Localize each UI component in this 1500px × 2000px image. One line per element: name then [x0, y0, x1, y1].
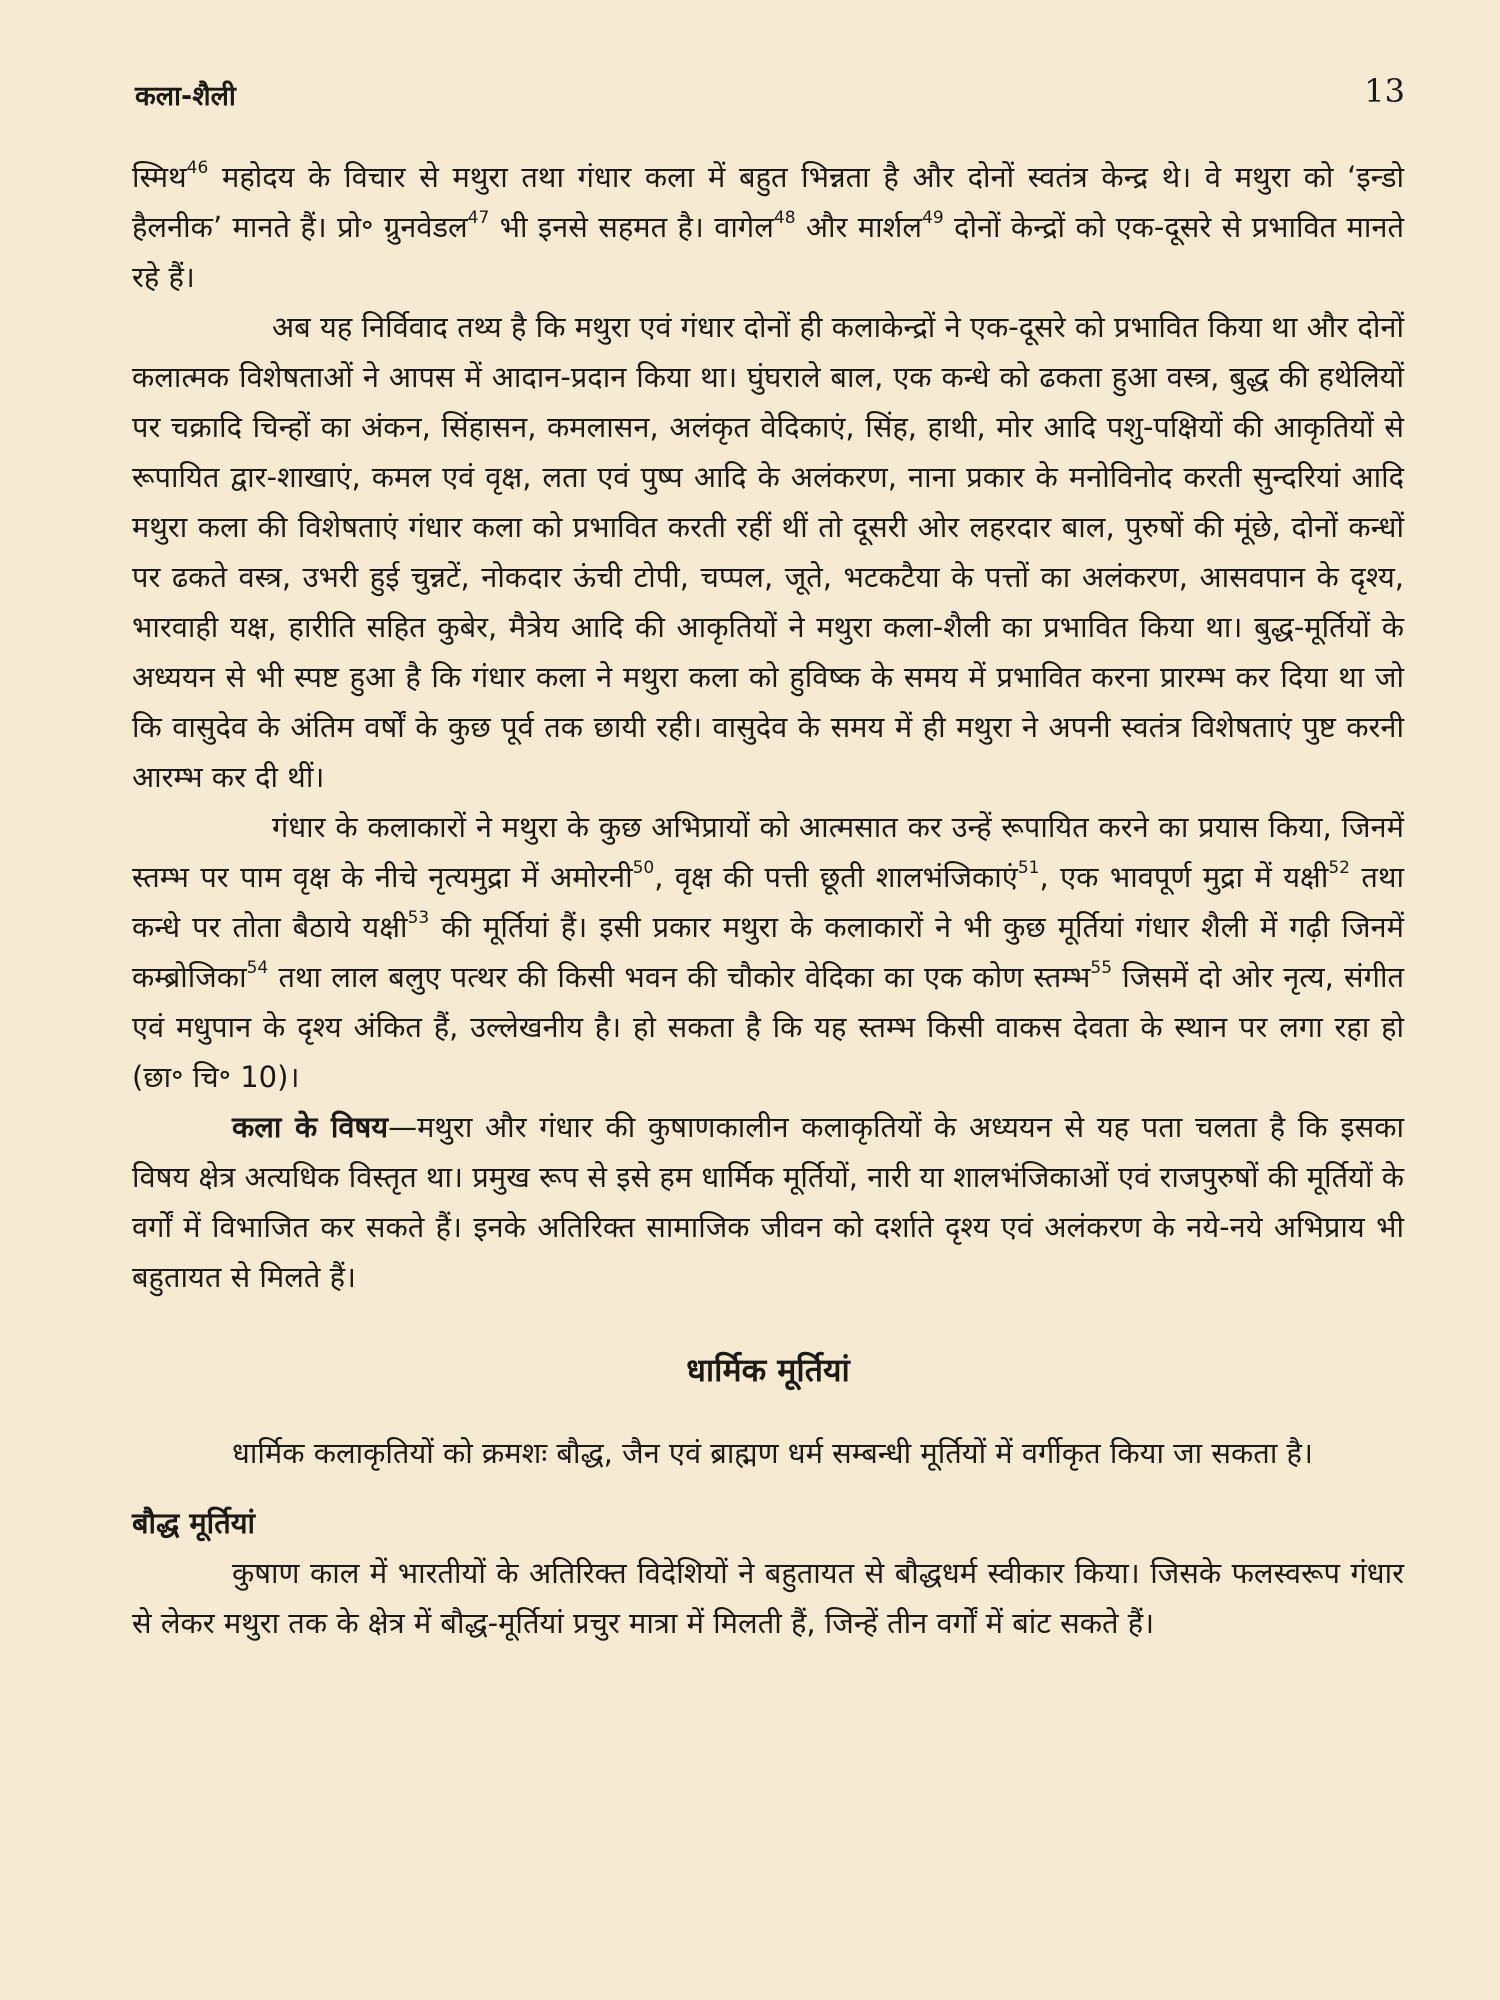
text-run: गंधार के कलाकारों ने मथुरा के कुछ अभिप्रायों को आत्मसात कर उन्हें रूपायित करने का प्रयास किया, जिनमें स्तम्भ पर पाम वृक्ष के नीचे नृत्यमुद्रा में अमोरनी	[132, 810, 1404, 894]
text-run: और मार्शल	[795, 210, 923, 244]
text-run: की मूर्तियां हैं। इसी प्रकार मथुरा के कलाकारों ने भी कुछ मूर्तियां गंधार शैली में गढ़ी जिनमें कम्ब्रोजिका	[132, 910, 1404, 994]
footnote-ref: 53	[407, 908, 430, 929]
running-head	[135, 72, 1405, 116]
paragraph-gandhara-artists	[132, 802, 1404, 1102]
footnote-ref: 46	[186, 158, 209, 179]
footnote-ref: 51	[1017, 858, 1040, 879]
running-title: कला-शैली	[135, 81, 236, 112]
text-run: तथा लाल बलुए पत्थर की किसी भवन की चौकोर वेदिका का एक कोण स्तम्भ	[268, 960, 1091, 994]
text-run: महोदय के विचार से मथुरा तथा गंधार कला में बहुत भिन्नता है और दोनों स्वतंत्र केन्द्र थे। वे मथुरा को ‘इन्डो हैलनीक’ मानते हैं। प्रो॰ ग्रुनवेडल	[132, 160, 1404, 244]
paragraph-classification: धार्मिक कलाकृतियों को क्रमशः बौद्ध, जैन एवं ब्राह्मण धर्म सम्बन्धी मूर्तियों में वर्गीकृत किया जा सकता है।	[232, 1436, 1313, 1470]
paragraph-mutual-influence: अब यह निर्विवाद तथ्य है कि मथुरा एवं गंधार दोनों ही कलाकेन्द्रों ने एक-दूसरे को प्रभावित किया था और दोनों कलात्मक विशेषताओं ने आपस में आदान-प्रदान किया था। घुंघराले बाल, एक कन्धे को ढकता हुआ वस्त्र, बुद्ध की हथेलियों पर चक्रादि चिन्हों का अंकन, सिंहासन, कमलासन, अलंकृत वेदिकाएं, सिंह, हाथी, मोर आदि पशु-पक्षियों की आकृतियों से रूपायित द्वार-शाखाएं, कमल एवं वृक्ष, लता एवं पुष्प आदि के अलंकरण, नाना प्रकार के मनोविनोद करती सुन्दरियां आदि मथुरा कला की विशेषताएं गंधार कला को प्रभावित करती रहीं थीं तो दूसरी ओर लहरदार बाल, पुरुषों की मूंछे, दोनों कन्धों पर ढकते वस्त्र, उभरी हुई चुन्नटें, नोकदार ऊंची टोपी, चप्पल, जूते, भटकटैया के पत्तों का अलंकरण, आसवपान के दृश्य, भारवाही यक्ष, हारीति सहित कुबेर, मैत्रेय आदि की आकृतियों ने मथुरा कला-शैली का प्रभावित किया था। बुद्ध-मूर्तियों के अध्ययन से भी स्पष्ट हुआ है कि गंधार कला ने मथुरा कला को हुविष्क के समय में प्रभावित करना प्रारम्भ कर दिया था जो कि वासुदेव के अंतिम वर्षों के कुछ पूर्व तक छायी रही। वासुदेव के समय में ही मथुरा ने अपनी स्वतंत्र विशेषताएं पुष्ट करनी आरम्भ कर दी थीं।	[132, 310, 1404, 794]
footnote-ref: 47	[467, 208, 490, 229]
paragraph-art-subjects	[132, 1102, 1404, 1302]
section-heading-religious-sculptures: धार्मिक मूर्तियां	[686, 1351, 850, 1389]
text-run: —मथुरा और गंधार की कुषाणकालीन कलाकृतियों के अध्ययन से यह पता चलता है कि इसका विषय क्षेत्र अत्यधिक विस्तृत था। प्रमुख रूप से इसे हम धार्मिक मूर्तियों, नारी या शालभंजिकाओं एवं राजपुरुषों की मूर्तियों के वर्गों में विभाजित कर सकते हैं। इनके अतिरिक्त सामाजिक जीवन को दर्शाते दृश्य एवं अलंकरण के नये-नये अभिप्राय भी बहुतायत से मिलते हैं।	[132, 1110, 1404, 1294]
text-run: , एक भावपूर्ण मुद्रा में यक्षी	[1039, 860, 1329, 894]
footnote-ref: 48	[773, 208, 796, 229]
subheading-buddhist-sculptures: बौद्ध मूर्तियां	[132, 1506, 256, 1540]
paragraph-smith	[132, 152, 1404, 302]
footnote-ref: 49	[922, 208, 944, 229]
text-run: तथा कन्धे पर तोता बैठाये यक्षी	[132, 860, 1404, 944]
run-in-heading: कला के विषय	[232, 1110, 389, 1144]
text-run: जिसमें दो ओर नृत्य, संगीत एवं मधुपान के दृश्य अंकित हैं, उल्लेखनीय है। हो सकता है कि यह स्तम्भ किसी वाकस देवता के स्थान पर लगा रहा हो (छा॰ चि॰ 10)।	[132, 960, 1405, 1094]
page-number: 13	[1364, 72, 1405, 110]
footnote-ref: 50	[632, 858, 655, 879]
text-run: , वृक्ष की पत्ती छूती शालभंजिकाएं	[654, 860, 1018, 894]
text-run: स्मिथ	[132, 160, 187, 194]
text-run: भी इनसे सहमत है। वागेल	[489, 210, 774, 244]
text-run: दोनों केन्द्रों को एक-दूसरे से प्रभावित मानते रहे हैं।	[132, 210, 1404, 294]
footnote-ref: 54	[246, 958, 269, 979]
body-text	[132, 152, 1404, 1648]
footnote-ref: 55	[1090, 958, 1113, 979]
paragraph-kushana-buddhism: कुषाण काल में भारतीयों के अतिरिक्त विदेशियों ने बहुतायत से बौद्धधर्म स्वीकार किया। जिसके फलस्वरूप गंधार से लेकर मथुरा तक के क्षेत्र में बौद्ध-मूर्तियां प्रचुर मात्रा में मिलती हैं, जिन्हें तीन वर्गों में बांट सकते हैं।	[132, 1556, 1404, 1640]
footnote-ref: 52	[1328, 858, 1350, 879]
